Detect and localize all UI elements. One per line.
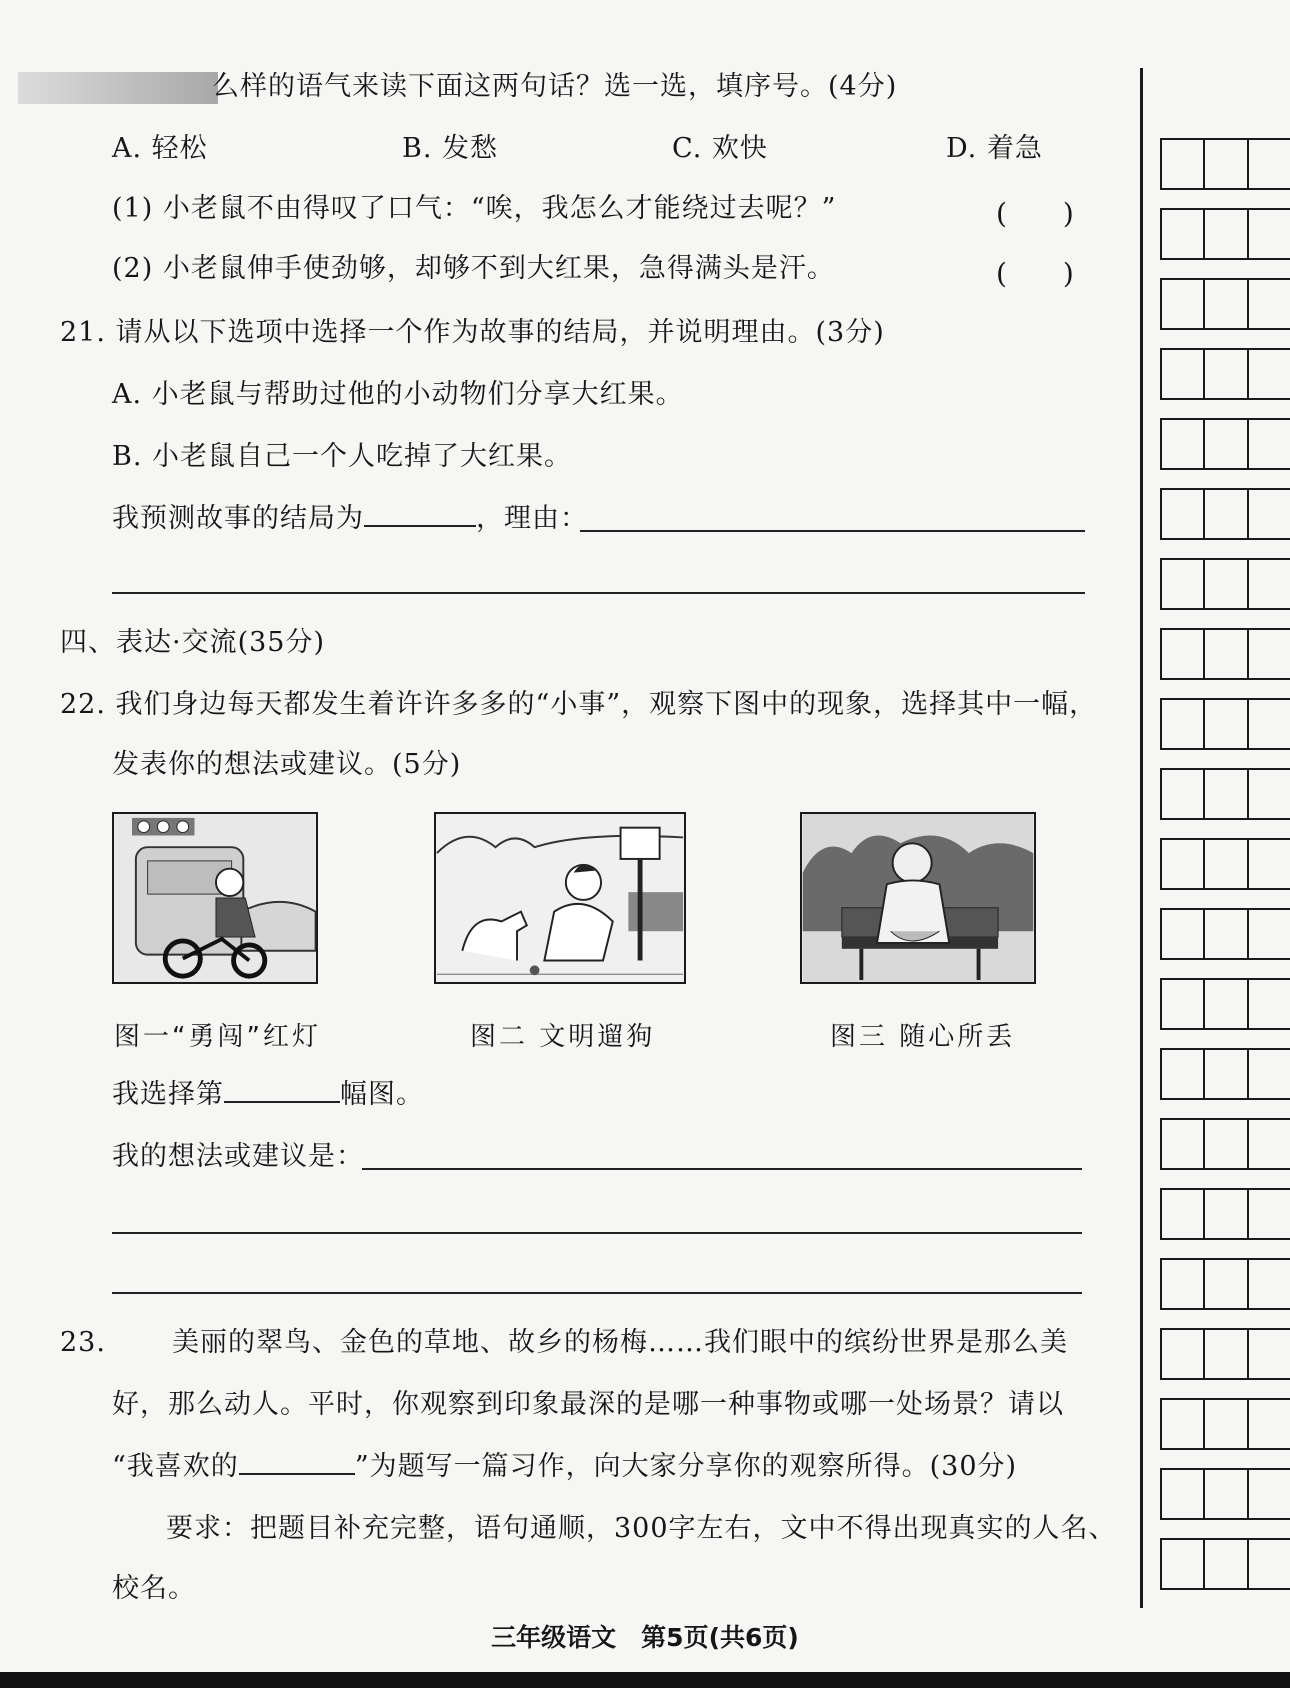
grid-row [1160,138,1290,192]
grid-cell[interactable] [1247,558,1290,610]
q23-title-suffix: ”为题写一篇习作，向大家分享你的观察所得。(30分) [354,1451,1018,1482]
q20-option-a: A. 轻松 [112,133,208,164]
grid-cell[interactable] [1203,208,1248,260]
grid-cell[interactable] [1247,1398,1290,1450]
grid-cell[interactable] [1247,978,1290,1030]
grid-row [1160,558,1290,612]
q21-reason-line-1[interactable] [580,530,1085,532]
grid-cell[interactable] [1247,1538,1290,1590]
grid-cell[interactable] [1247,1258,1290,1310]
grid-cell[interactable] [1160,208,1205,260]
grid-cell[interactable] [1160,908,1205,960]
q22-idea-line-3[interactable] [112,1292,1082,1294]
grid-cell[interactable] [1247,1048,1290,1100]
grid-cell[interactable] [1203,1048,1248,1100]
grid-cell[interactable] [1203,978,1248,1030]
q20-option-c: C. 欢快 [672,133,768,164]
grid-cell[interactable] [1247,1328,1290,1380]
q21-answer-prefix: 我预测故事的结局为 [112,503,364,534]
section-4-title: 四、表达·交流(35分) [60,627,326,658]
grid-cell[interactable] [1160,978,1205,1030]
q20-answer-paren-1[interactable]: ( ) [996,197,1074,230]
grid-cell[interactable] [1247,1188,1290,1240]
grid-cell[interactable] [1203,1468,1248,1520]
grid-cell[interactable] [1203,1118,1248,1170]
q22-idea-label: 我的想法或建议是： [112,1141,364,1172]
grid-cell[interactable] [1160,1188,1205,1240]
q21-reason-line-2[interactable] [112,592,1085,594]
grid-cell[interactable] [1160,1538,1205,1590]
grid-row [1160,1118,1290,1172]
grid-cell[interactable] [1160,488,1205,540]
grid-cell[interactable] [1203,1538,1248,1590]
q22-picture-number-blank[interactable] [224,1079,340,1103]
grid-cell[interactable] [1247,908,1290,960]
q22-idea-line-2[interactable] [112,1232,1082,1234]
picture-2-caption: 图二 文明遛狗 [470,1022,656,1052]
q21-prompt: 21. 请从以下选项中选择一个作为故事的结局，并说明理由。(3分) [60,317,885,348]
grid-row [1160,208,1290,262]
grid-row [1160,628,1290,682]
grid-row [1160,768,1290,822]
grid-cell[interactable] [1247,418,1290,470]
grid-row [1160,838,1290,892]
grid-row [1160,1188,1290,1242]
grid-cell[interactable] [1203,558,1248,610]
grid-cell[interactable] [1203,908,1248,960]
q22-prompt-line-1: 22. 我们身边每天都发生着许许多多的“小事”，观察下图中的现象，选择其中一幅， [60,689,1098,720]
grid-row [1160,1468,1290,1522]
q20-answer-paren-2[interactable]: ( ) [996,257,1074,290]
grid-row [1160,698,1290,752]
grid-cell[interactable] [1160,628,1205,680]
q20-prompt: 么样的语气来读下面这两句话？选一选，填序号。(4分) [212,71,898,102]
grid-cell[interactable] [1247,628,1290,680]
q23-number: 23. [60,1327,106,1358]
grid-cell[interactable] [1247,1468,1290,1520]
q23-title-prefix: “我喜欢的 [112,1451,239,1482]
grid-cell[interactable] [1203,348,1248,400]
grid-cell[interactable] [1160,1468,1205,1520]
grid-cell[interactable] [1160,348,1205,400]
grid-cell[interactable] [1203,628,1248,680]
grid-row [1160,348,1290,402]
picture-1-caption: 图一“勇闯”红灯 [114,1022,321,1052]
scan-bottom-edge [0,1672,1290,1688]
q23-title-blank[interactable] [239,1451,355,1475]
picture-2-dog-walking [434,812,686,984]
grid-cell[interactable] [1203,838,1248,890]
q21-answer-mid: ，理由： [476,503,588,534]
q22-choose-prefix: 我选择第 [112,1079,224,1110]
q20-option-b: B. 发愁 [402,133,499,164]
grid-cell[interactable] [1160,1258,1205,1310]
q22-choose-line [112,1078,424,1112]
grid-cell[interactable] [1160,1328,1205,1380]
grid-cell[interactable] [1203,418,1248,470]
q21-option-b: B. 小老鼠自己一个人吃掉了大红果。 [112,441,573,472]
q21-option-a: A. 小老鼠与帮助过他的小动物们分享大红果。 [112,379,684,410]
grid-cell[interactable] [1160,278,1205,330]
grid-row [1160,278,1290,332]
q23-line-2: 好，那么动人。平时，你观察到印象最深的是哪一种事物或哪一处场景？请以 [112,1389,1064,1420]
q23-line-1: 美丽的翠鸟、金色的草地、故乡的杨梅……我们眼中的缤纷世界是那么美 [172,1327,1068,1358]
q22-prompt-line-2: 发表你的想法或建议。(5分) [112,749,462,780]
grid-cell[interactable] [1203,768,1248,820]
grid-cell[interactable] [1160,838,1205,890]
grid-cell[interactable] [1160,1118,1205,1170]
grid-cell[interactable] [1203,138,1248,190]
scan-artifact [18,72,218,104]
q23-line-4: 要求：把题目补充完整，语句通顺，300字左右，文中不得出现真实的人名、 [166,1513,1117,1544]
q20-item-2: (2) 小老鼠伸手使劲够，却够不到大红果，急得满头是汗。 [112,253,835,284]
q21-ending-blank[interactable] [364,503,476,527]
grid-row [1160,1048,1290,1102]
q20-option-d: D. 着急 [946,133,1043,164]
grid-cell[interactable] [1247,698,1290,750]
q23-line-3 [112,1450,1017,1484]
grid-cell[interactable] [1160,1398,1205,1450]
grid-cell[interactable] [1160,1048,1205,1100]
grid-cell[interactable] [1203,698,1248,750]
grid-row [1160,1538,1290,1592]
q21-answer-line [112,502,588,536]
grid-cell[interactable] [1203,488,1248,540]
grid-cell[interactable] [1203,1258,1248,1310]
grid-row [1160,488,1290,542]
q23-line-5: 校名。 [112,1573,196,1604]
grid-cell[interactable] [1160,418,1205,470]
q20-item-1: (1) 小老鼠不由得叹了口气：“唉，我怎么才能绕过去呢？” [112,193,837,224]
margin-divider-line [1140,68,1143,1608]
grid-cell[interactable] [1203,1398,1248,1450]
grid-cell[interactable] [1247,1118,1290,1170]
writing-grid [1160,138,1290,1608]
grid-cell[interactable] [1203,1328,1248,1380]
grid-row [1160,1258,1290,1312]
q22-choose-suffix: 幅图。 [340,1079,424,1110]
grid-cell[interactable] [1247,838,1290,890]
q22-idea-line-1[interactable] [362,1168,1082,1170]
grid-row [1160,978,1290,1032]
grid-cell[interactable] [1247,348,1290,400]
grid-cell[interactable] [1203,1188,1248,1240]
grid-row [1160,418,1290,472]
picture-1-red-light [112,812,318,984]
grid-cell[interactable] [1160,558,1205,610]
picture-3-caption: 图三 随心所丢 [830,1022,1016,1052]
page-footer: 三年级语文 第5页(共6页) [491,1623,799,1652]
grid-row [1160,908,1290,962]
grid-cell[interactable] [1247,138,1290,190]
picture-3-littering [800,812,1036,984]
grid-cell[interactable] [1160,138,1205,190]
grid-cell[interactable] [1160,768,1205,820]
grid-cell[interactable] [1160,698,1205,750]
grid-row [1160,1398,1290,1452]
grid-cell[interactable] [1247,208,1290,260]
grid-cell[interactable] [1247,278,1290,330]
grid-cell[interactable] [1203,278,1248,330]
grid-row [1160,1328,1290,1382]
grid-cell[interactable] [1247,488,1290,540]
grid-cell[interactable] [1247,768,1290,820]
